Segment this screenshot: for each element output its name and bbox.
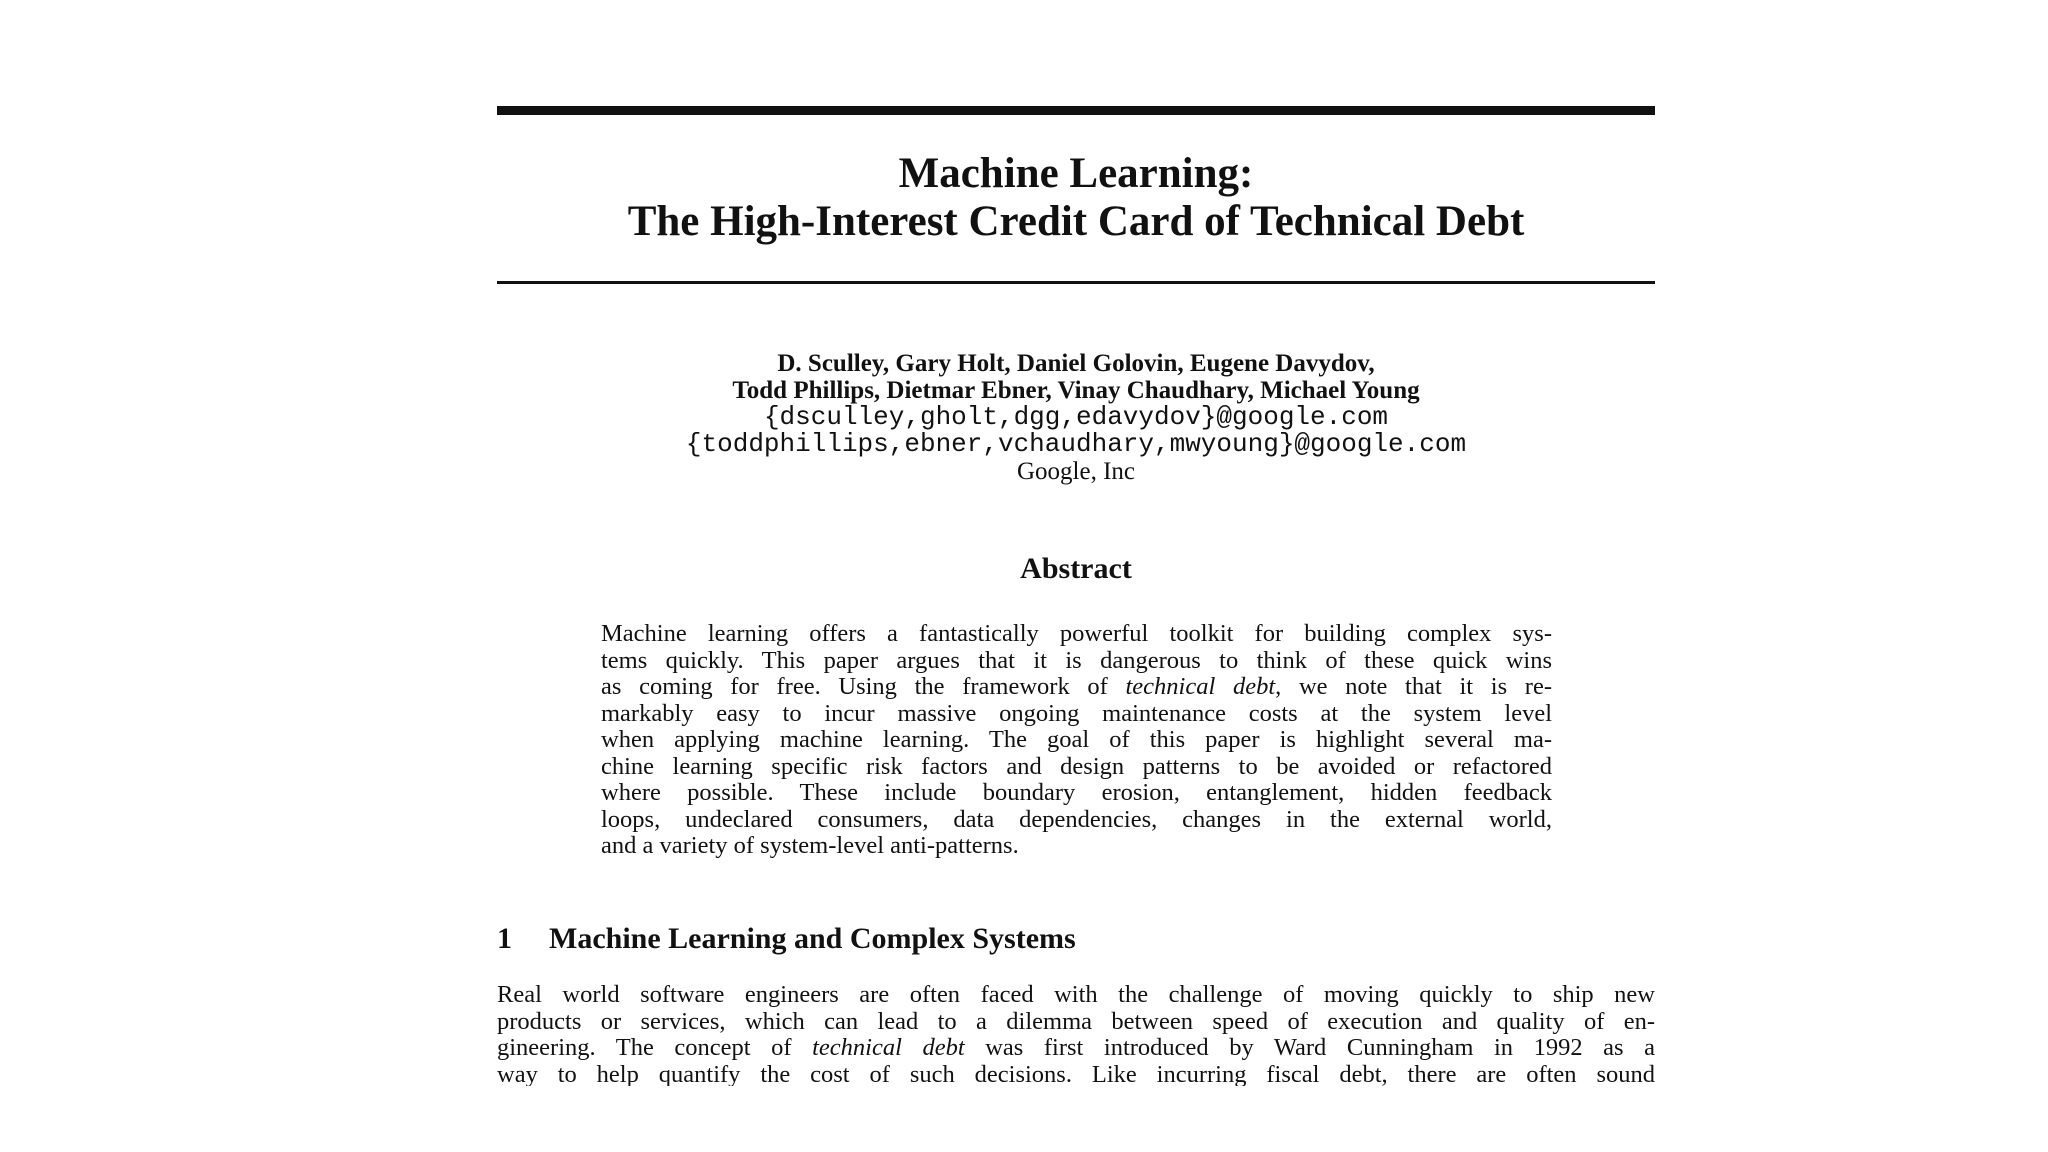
emphasized-term: technical debt (812, 1034, 965, 1061)
section-body-text (497, 982, 1655, 1086)
abstract-line: loops, undeclared consumers, data dependencies, changes in the external world, (601, 805, 1552, 833)
section-number: 1 (497, 922, 512, 955)
abstract-line: markably easy to incur massive ongoing maintenance costs at the system level (601, 699, 1552, 727)
abstract-line: when applying machine learning. The goal of this paper is highlight several ma- (601, 726, 1552, 753)
section-body-line: products or services, which can lead to a dilemma between speed of execution and quality of en- (497, 1007, 1655, 1035)
abstract-text (601, 621, 1552, 860)
author-names-line-1: D. Sculley, Gary Holt, Daniel Golovin, Eugene Davydov, (777, 350, 1375, 377)
author-names-line-2: Todd Phillips, Dietmar Ebner, Vinay Chaudhary, Michael Young (732, 377, 1420, 404)
section-body-line: Real world software engineers are often faced with the challenge of moving quickly to ship new (497, 981, 1655, 1008)
title-bottom-rule (497, 281, 1655, 284)
section-body-line: gineering. The concept of technical debt was first introduced by Ward Cunningham in 1992 as a (497, 1034, 1655, 1061)
section-title: Machine Learning and Complex Systems (549, 922, 1076, 955)
author-block (497, 350, 1655, 485)
abstract-line: and a variety of system-level anti-patterns. (601, 832, 1019, 859)
abstract-heading: Abstract (1020, 552, 1132, 585)
abstract-line: chine learning specific risk factors and design patterns to be avoided or refactored (601, 752, 1552, 780)
abstract-line: Machine learning offers a fantastically powerful toolkit for building complex sys- (601, 620, 1552, 647)
section-heading (497, 922, 1655, 956)
emphasized-term: technical debt (1125, 673, 1276, 700)
paper-content (497, 106, 1655, 1086)
title-top-rule (497, 106, 1655, 115)
abstract-line: where possible. These include boundary erosion, entanglement, hidden feedback (601, 779, 1552, 806)
author-emails-line-1: {dsculley,gholt,dgg,edavydov}@google.com (763, 402, 1389, 432)
title-line-1: Machine Learning: (898, 150, 1254, 197)
author-emails-line-2: {toddphillips,ebner,vchaudhary,mwyoung}@google.com (685, 429, 1467, 459)
title-line-2: The High-Interest Credit Card of Technical Debt (627, 198, 1525, 245)
abstract-line: as coming for free. Using the framework of technical debt, we note that it is re- (601, 673, 1552, 700)
abstract-line: tems quickly. This paper argues that it is dangerous to think of these quick wins (601, 646, 1552, 674)
author-affiliation: Google, Inc (1016, 458, 1136, 485)
section-body-line: way to help quantify the cost of such decisions. Like incurring fiscal debt, there are often sound (497, 1060, 1655, 1086)
paper-title (497, 150, 1655, 246)
